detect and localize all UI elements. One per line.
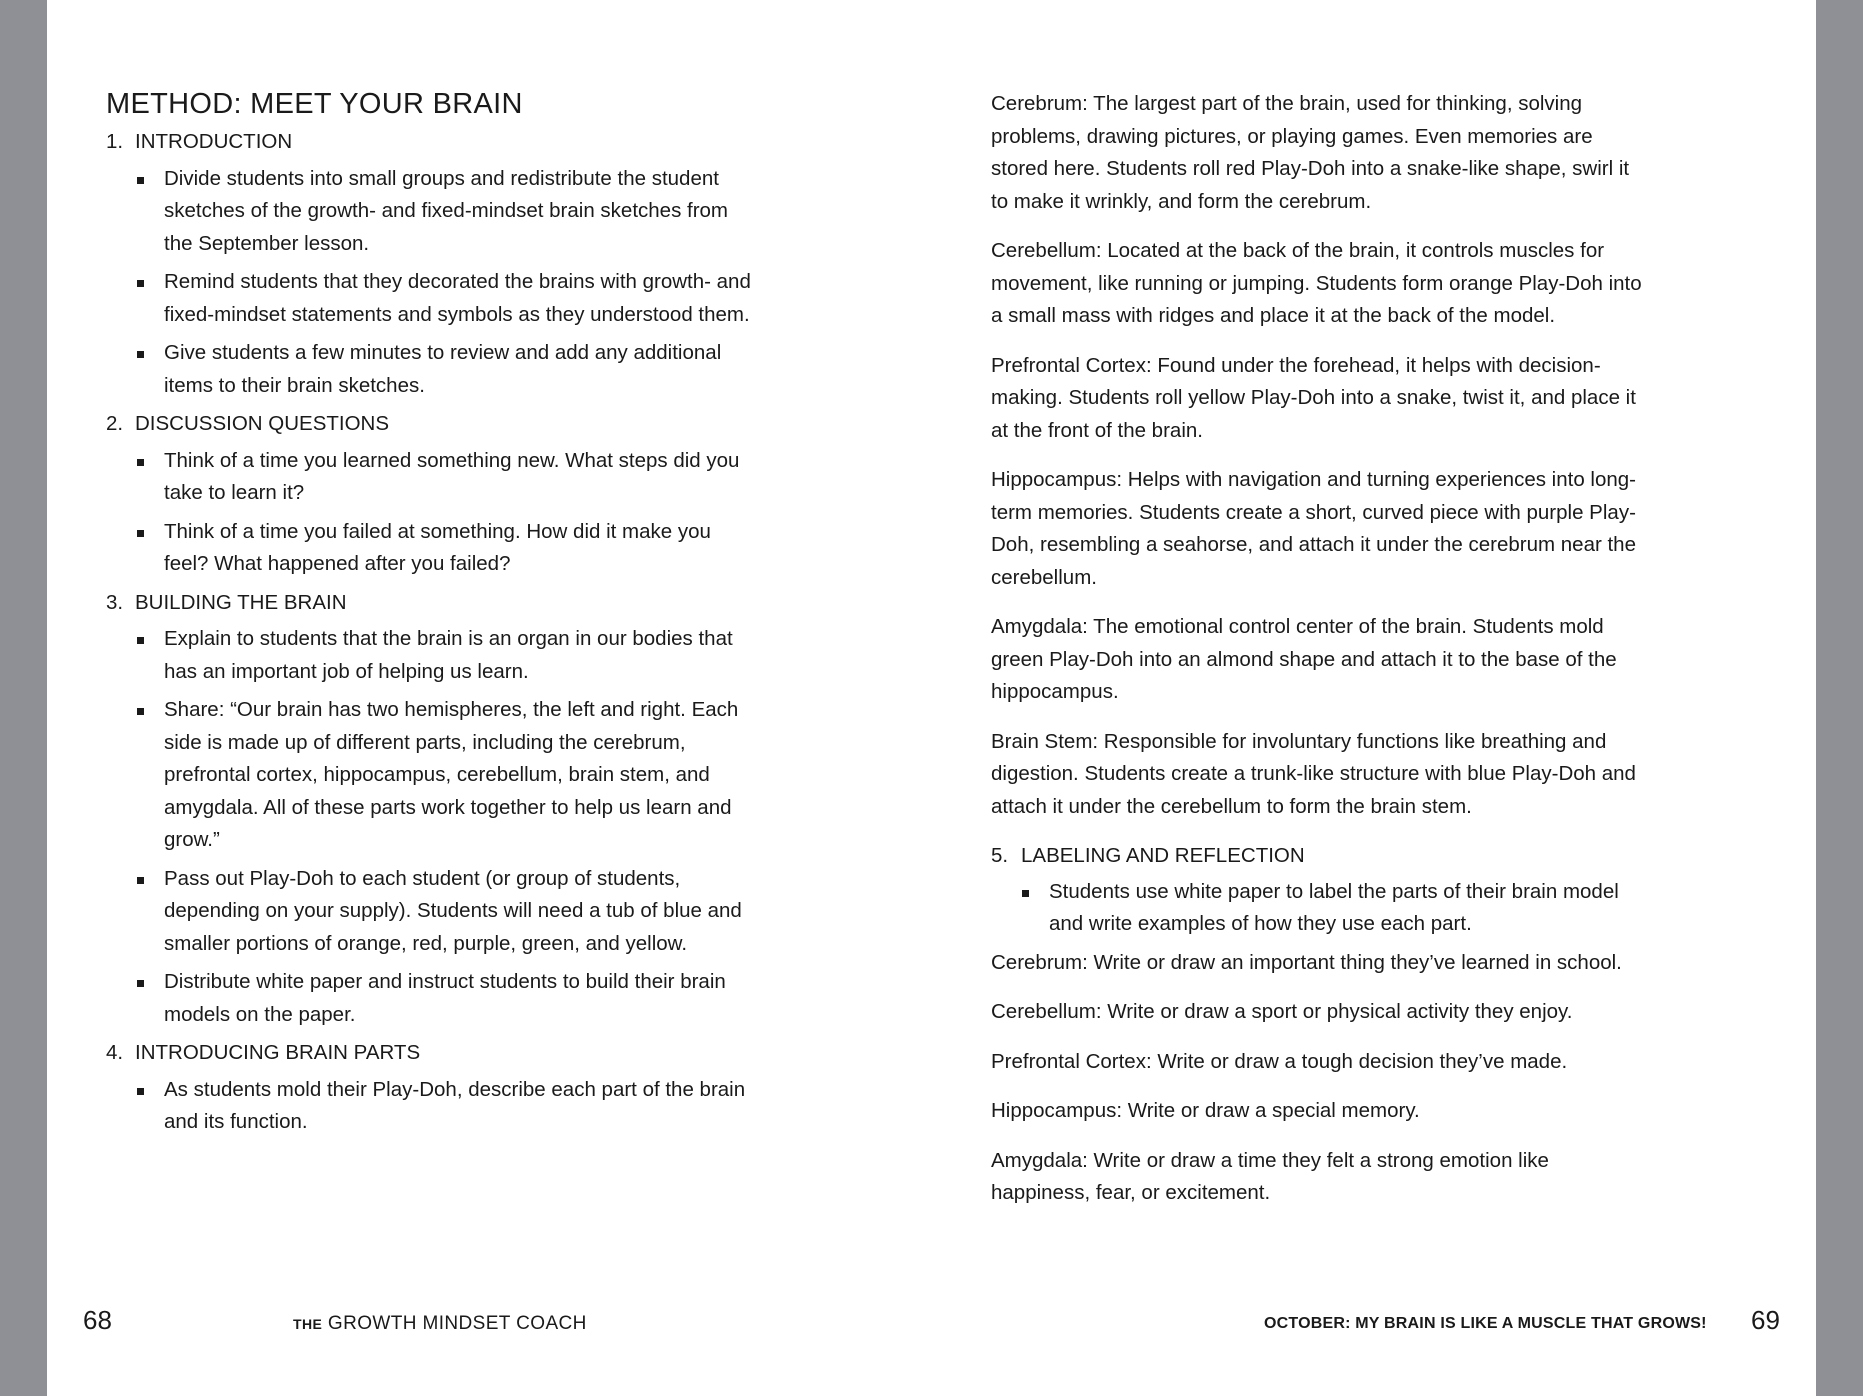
description: Write or draw a time they felt a strong emotion like happiness, fear, or excitement. xyxy=(991,1148,1549,1204)
bullet-text: Distribute white paper and instruct students to build their brain models on the paper. xyxy=(164,970,726,1026)
reflection-prefrontal-cortex xyxy=(991,1046,1646,1079)
brain-part-amygdala xyxy=(991,611,1646,709)
section-title: INTRODUCING BRAIN PARTS xyxy=(135,1041,421,1064)
list-item xyxy=(106,337,806,402)
term: Cerebellum: xyxy=(991,1000,1102,1023)
description: The largest part of the brain, used for thinking, solving problems, drawing pictures, or playing games. Even memories are stored here. Students roll red Play-Doh into a snake-like shape, swirl it to make it wrinkly, and form the cerebrum. xyxy=(991,92,1630,213)
description: Helps with navigation and turning experiences into long-term memories. Students create a short, curved piece with purple Play-Doh, resembling a seahorse, and attach it under the cerebrum near the cerebellum. xyxy=(991,468,1636,589)
section-title: LABELING AND REFLECTION xyxy=(1021,844,1305,867)
right-column xyxy=(991,88,1691,1227)
section-number: 3. xyxy=(106,590,124,614)
bullet-list xyxy=(106,445,806,581)
book-spread xyxy=(47,0,1816,1396)
description: Write or draw a tough decision they’ve made. xyxy=(1151,1049,1568,1073)
description: Found under the forehead, it helps with decision-making. Students roll yellow Play-Doh into a snake, twist it, and place it at the front of the brain. xyxy=(991,353,1636,442)
reflection-hippocampus xyxy=(991,1095,1646,1128)
list-item xyxy=(106,863,806,961)
bullet-text: Think of a time you learned something new. What steps did you take to learn it? xyxy=(164,448,740,504)
term: Amygdala: xyxy=(991,615,1088,638)
bullet-list xyxy=(106,623,806,1031)
bullet-text: Give students a few minutes to review and add any additional items to their brain sketches. xyxy=(164,341,722,397)
left-column xyxy=(106,126,806,1145)
list-item xyxy=(106,1074,806,1139)
term: Brain Stem: xyxy=(991,729,1099,753)
term: Cerebrum: xyxy=(991,92,1088,115)
list-item xyxy=(106,266,806,331)
bullet-list xyxy=(106,163,806,403)
section-title: DISCUSSION QUESTIONS xyxy=(135,412,390,435)
description: Responsible for involuntary functions like breathing and digestion. Students create a trunk-like structure with blue Play-Doh and attach it under the cerebellum to form the brain stem. xyxy=(991,729,1636,818)
term: Prefrontal Cortex: xyxy=(991,1049,1152,1073)
description: Write or draw a special memory. xyxy=(1122,1099,1420,1122)
description: Located at the back of the brain, it controls muscles for movement, like running or jumping. Students form orange Play-Doh into a small mass with ridges and place it at the back of the model. xyxy=(991,239,1642,327)
list-item xyxy=(106,445,806,510)
section-heading-labeling-and-reflection xyxy=(991,840,1691,873)
description: Write or draw an important thing they’ve learned in school. xyxy=(1087,950,1622,974)
term: Hippocampus: xyxy=(991,1099,1123,1122)
bullet-text: Divide students into small groups and redistribute the student sketches of the growth- and fixed-mindset brain sketches from the September lesson. xyxy=(164,166,729,255)
bullet-text: Students use white paper to label the parts of their brain model and write examples of how they use each part. xyxy=(1049,879,1619,935)
bullet-text: Think of a time you failed at something. How did it make you feel? What happened after you failed? xyxy=(164,519,711,575)
list-item xyxy=(106,163,806,261)
running-head-article: THE xyxy=(293,1316,323,1332)
reflection-cerebrum xyxy=(991,947,1646,980)
section-heading-introducing-brain-parts xyxy=(106,1037,806,1070)
description: Write or draw a sport or physical activity they enjoy. xyxy=(1101,1000,1573,1023)
section-heading-building-the-brain xyxy=(106,587,806,620)
section-number: 1. xyxy=(106,130,124,153)
term: Cerebellum: xyxy=(991,239,1102,262)
description: The emotional control center of the brain. Students mold green Play-Doh into an almond shape and attach it to the base of the hippocampus. xyxy=(991,615,1617,703)
brain-part-hippocampus xyxy=(991,464,1646,594)
list-item xyxy=(106,694,806,857)
list-item xyxy=(106,516,806,581)
section-title: BUILDING THE BRAIN xyxy=(135,590,347,614)
right-page xyxy=(931,0,1816,1396)
term: Hippocampus: xyxy=(991,468,1123,491)
list-item xyxy=(106,966,806,1031)
section-heading-introduction xyxy=(106,126,806,159)
bullet-text: As students mold their Play-Doh, describe each part of the brain and its function. xyxy=(164,1077,746,1133)
brain-part-brain-stem xyxy=(991,726,1646,824)
left-page xyxy=(47,0,931,1396)
list-item xyxy=(991,876,1691,941)
section-title: INTRODUCTION xyxy=(135,130,293,153)
brain-part-prefrontal-cortex xyxy=(991,350,1646,448)
running-head-title: GROWTH MINDSET COACH xyxy=(327,1313,587,1334)
section-number: 4. xyxy=(106,1041,124,1064)
list-item xyxy=(106,623,806,688)
term: Amygdala: xyxy=(991,1148,1088,1172)
section-heading-discussion-questions xyxy=(106,408,806,441)
term: Prefrontal Cortex: xyxy=(991,353,1152,377)
running-head: OCTOBER: MY BRAIN IS LIKE A MUSCLE THAT GROWS! xyxy=(1264,1315,1707,1332)
bullet-text: Explain to students that the brain is an organ in our bodies that has an important job of helping us learn. xyxy=(164,627,733,683)
running-head xyxy=(293,1313,587,1335)
brain-part-cerebellum xyxy=(991,235,1646,333)
page-number: 69 xyxy=(1751,1305,1780,1335)
bullet-text: Pass out Play-Doh to each student (or group of students, depending on your supply). Students will need a tub of blue and smaller portions of orange, red, purple, green, and yellow. xyxy=(164,866,742,955)
bullet-text: Share: “Our brain has two hemispheres, the left and right. Each side is made up of different parts, including the cerebrum, prefrontal cortex, hippocampus, cerebellum, brain stem, and amygdala. All of these parts work together to help us learn and grow.” xyxy=(164,698,739,851)
reflection-cerebellum xyxy=(991,996,1646,1029)
bullet-text: Remind students that they decorated the brains with growth- and fixed-mindset statements and symbols as they understood them. xyxy=(164,270,751,326)
page-number: 68 xyxy=(83,1305,112,1335)
reflection-amygdala xyxy=(991,1145,1646,1210)
term: Cerebrum: xyxy=(991,950,1088,974)
section-number: 2. xyxy=(106,412,124,435)
page-title: METHOD: MEET YOUR BRAIN xyxy=(106,88,523,120)
section-number: 5. xyxy=(991,844,1009,867)
bullet-list xyxy=(991,876,1691,941)
bullet-list xyxy=(106,1074,806,1139)
brain-part-cerebrum xyxy=(991,88,1646,218)
